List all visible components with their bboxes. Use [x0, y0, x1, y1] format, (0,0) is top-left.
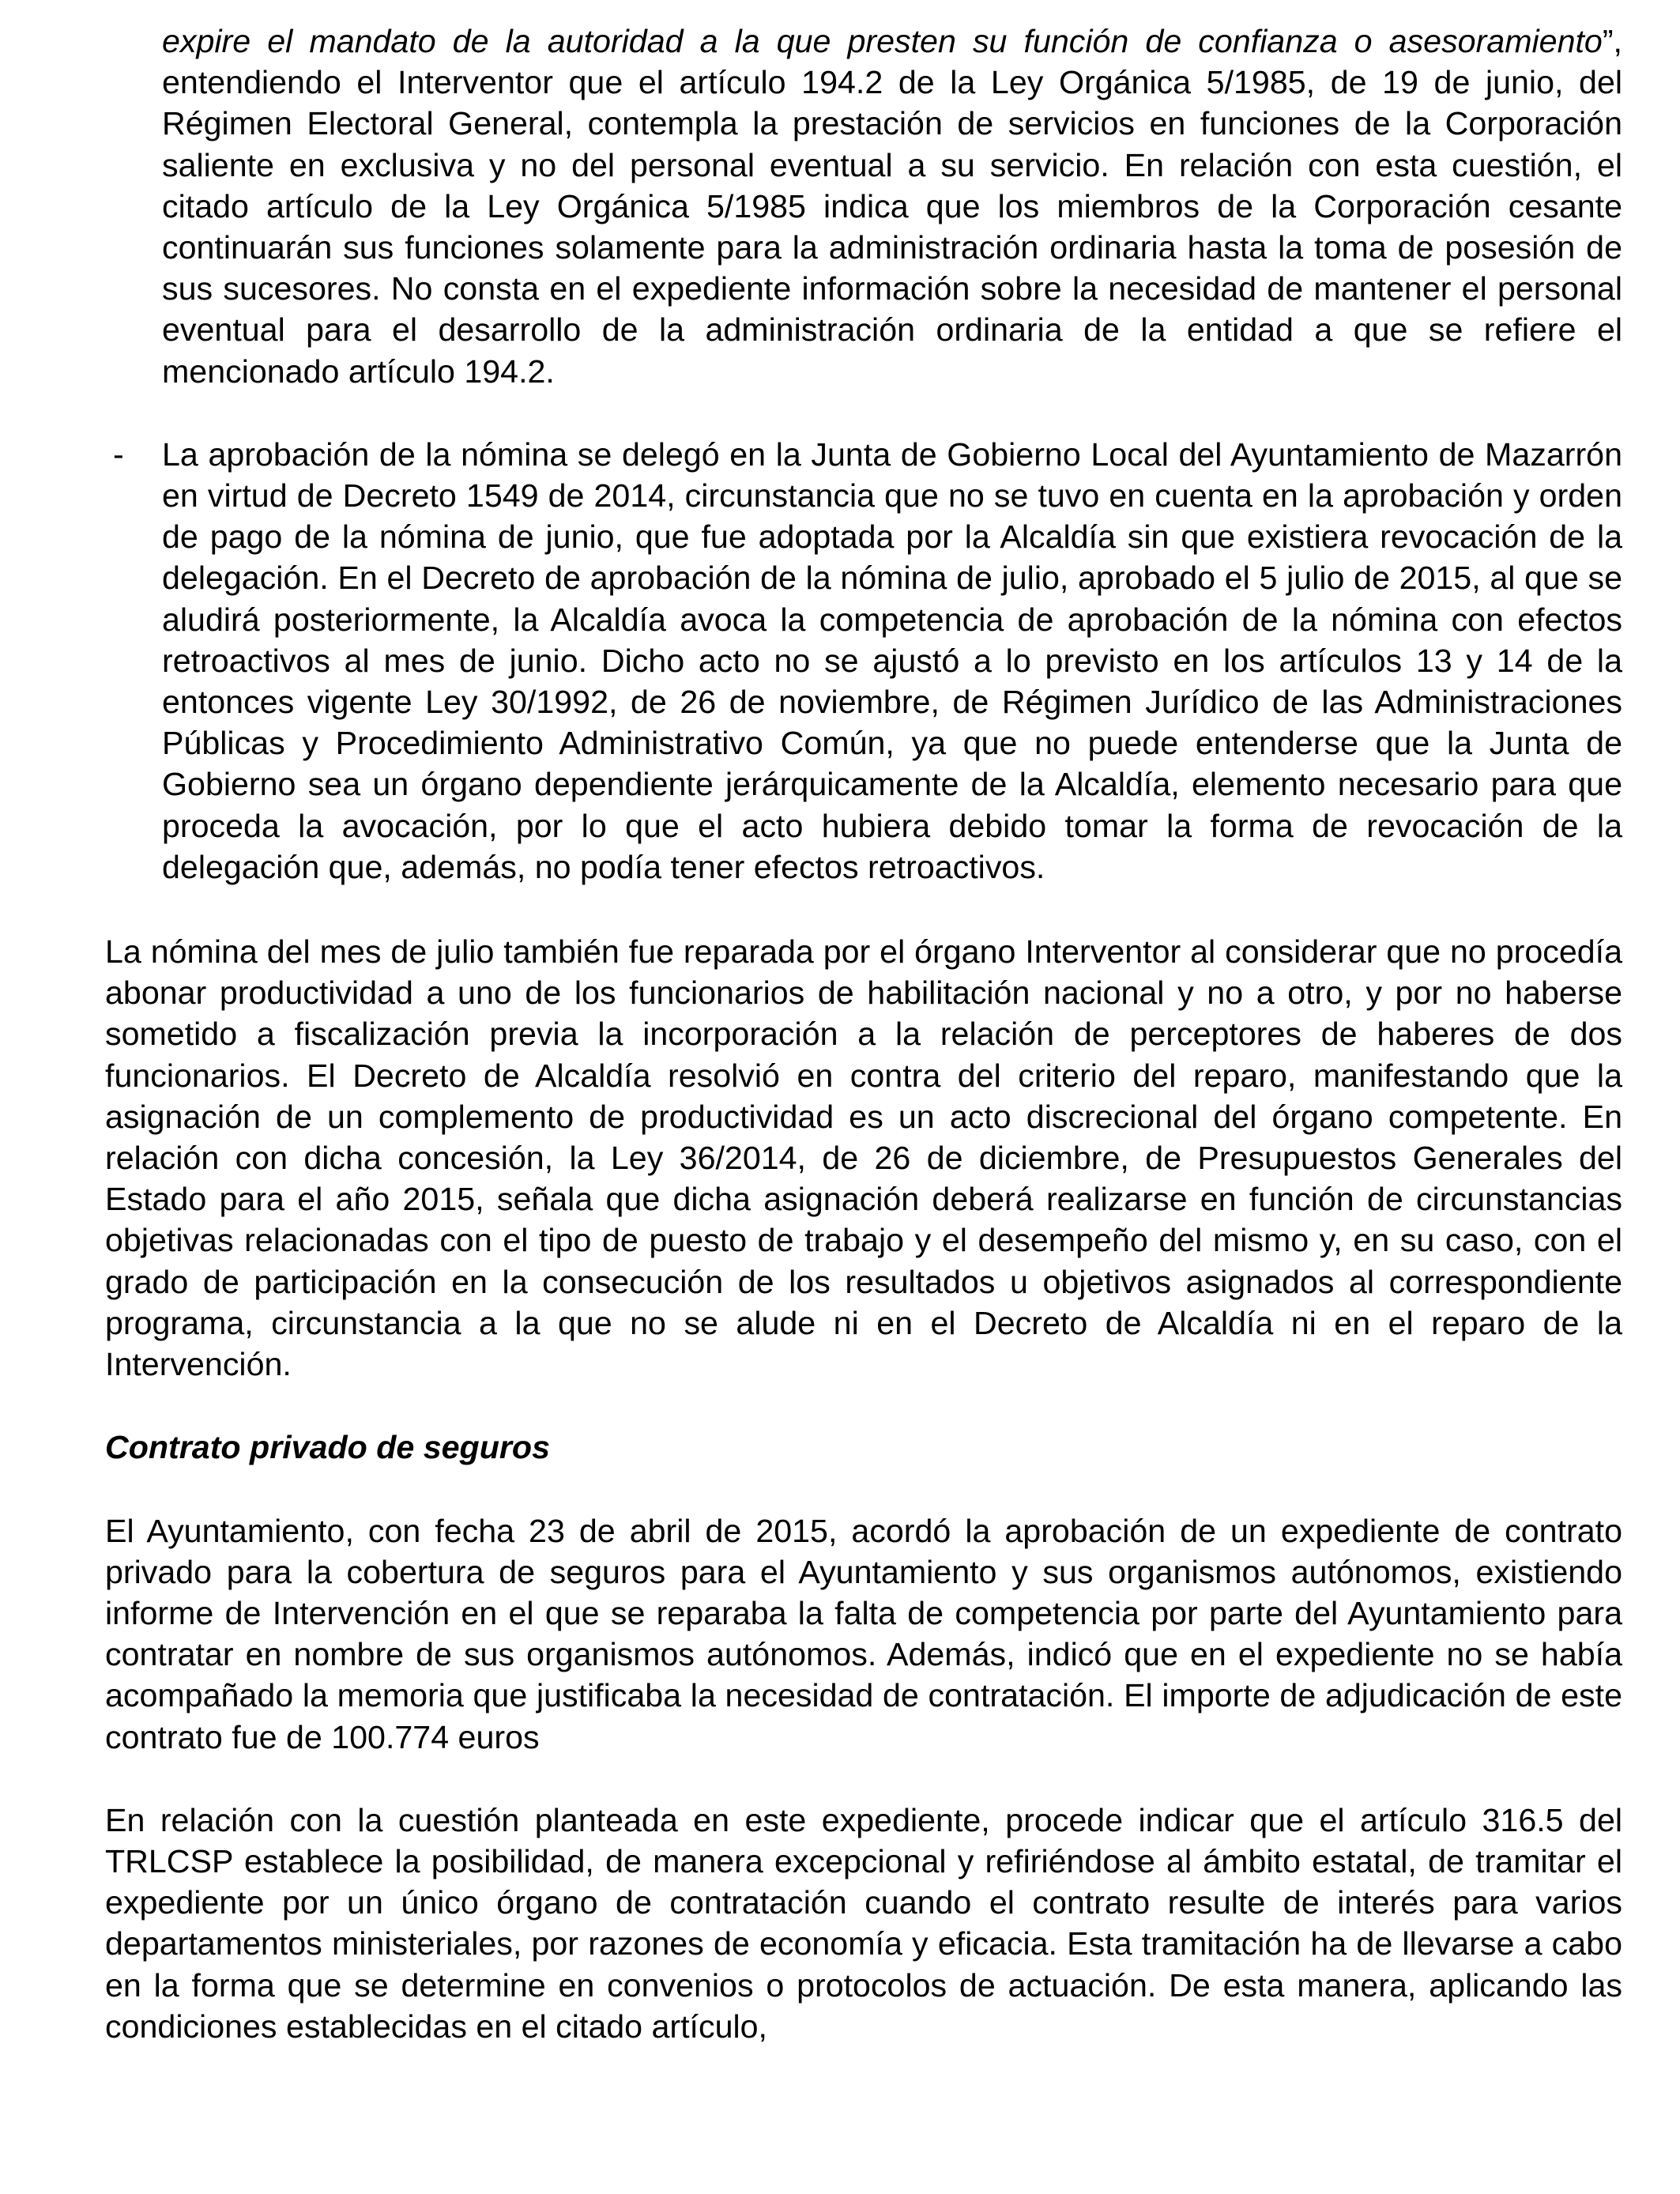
- italic-quote: expire el mandato de la autoridad a la que presten su función de confianza o asesoramiento: [162, 23, 1603, 59]
- list-item: [105, 434, 1622, 888]
- paragraph-personal-eventual: [105, 21, 1622, 392]
- spacer: [105, 1468, 1622, 1510]
- list-item-text: La aprobación de la nómina se delegó en la Junta de Gobierno Local del Ayuntamiento de Mazarrón en virtud de Decreto 1549 de 2014, circunstancia que no se tuvo en cuenta en la aprobación y orden de pago de la nómina de junio, que fue adoptada por la Alcaldía sin que existiera revocación de la delegación. En el Decreto de aprobación de la nómina de julio, aprobado el 5 julio de 2015, al que se aludirá posteriormente, la Alcaldía avoca la competencia de aprobación de la nómina con efectos retroactivos al mes de junio. Dicho acto no se ajustó a lo previsto en los artículos 13 y 14 de la entonces vigente Ley 30/1992, de 26 de noviembre, de Régimen Jurídico de las Administraciones Públicas y Procedimiento Administrativo Común, ya que no puede entenderse que la Junta de Gobierno sea un órgano dependiente jerárquicamente de la Alcaldía, elemento necesario para que proceda la avocación, por lo que el acto hubiera debido tomar la forma de revocación de la delegación que, además, no podía tener efectos retroactivos.: [162, 435, 1622, 885]
- spacer: [105, 1758, 1622, 1800]
- bullet-dash: -: [113, 435, 124, 473]
- paragraph-nomina-julio: La nómina del mes de julio también fue reparada por el órgano Interventor al considerar que no procedía abonar productividad a uno de los funcionarios de habilitación nacional y no a otro, y por no haberse sometido a fiscalización previa la incorporación a la relación de perceptores de haberes de dos funcionarios. El Decreto de Alcaldía resolvió en contra del criterio del reparo, manifestando que la asignación de un complemento de productividad es un acto discrecional del órgano competente. En relación con dicha concesión, la Ley 36/2014, de 26 de diciembre, de Presupuestos Generales del Estado para el año 2015, señala que dicha asignación deberá realizarse en función de circunstancias objetivas relacionadas con el tipo de puesto de trabajo y el desempeño del mismo y, en su caso, con el grado de participación en la consecución de los resultados u objetivos asignados al correspondiente programa, circunstancia a la que no se alude ni en el Decreto de Alcaldía ni en el reparo de la Intervención.: [105, 933, 1622, 1383]
- spacer: [105, 392, 1622, 434]
- spacer: [105, 1385, 1622, 1427]
- paragraph-text: ”, entendiendo el Interventor que el artículo 194.2 de la Ley Orgánica 5/1985, de 19 de junio, del Régimen Electoral General, contempla la prestación de servicios en funciones de la Corporación saliente en exclusiva y no del personal eventual a su servicio. En relación con esta cuestión, el citado artículo de la Ley Orgánica 5/1985 indica que los miembros de la Corporación cesante continuarán sus funciones solamente para la administración ordinaria hasta la toma de posesión de sus sucesores. No consta en el expediente información sobre la necesidad de mantener el personal eventual para el desarrollo de la administración ordinaria de la entidad a que se refiere el mencionado artículo 194.2.: [162, 23, 1622, 390]
- paragraph-seguros-2: En relación con la cuestión planteada en este expediente, procede indicar que el artículo 316.5 del TRLCSP establece la posibilidad, de manera excepcional y refiriéndose al ámbito estatal, de tramitar el expediente por un único órgano de contratación cuando el contrato resulte de interés para varios departamentos ministeriales, por razones de economía y eficacia. Esta tramitación ha de llevarse a cabo en la forma que se determine en convenios o protocolos de actuación. De esta manera, aplicando las condiciones establecidas en el citado artículo,: [105, 1801, 1622, 2045]
- paragraph-seguros-1: El Ayuntamiento, con fecha 23 de abril de 2015, acordó la aprobación de un expediente de contrato privado para la cobertura de seguros para el Ayuntamiento y sus organismos autónomos, existiendo informe de Intervención en el que se reparaba la falta de competencia por parte del Ayuntamiento para contratar en nombre de sus organismos autónomos. Además, indicó que en el expediente no se había acompañado la memoria que justificaba la necesidad de contratación. El importe de adjudicación de este contrato fue de 100.774 euros: [105, 1512, 1622, 1755]
- spacer: [105, 888, 1622, 931]
- document-page: [105, 21, 1622, 2047]
- section-heading: Contrato privado de seguros: [105, 1429, 550, 1466]
